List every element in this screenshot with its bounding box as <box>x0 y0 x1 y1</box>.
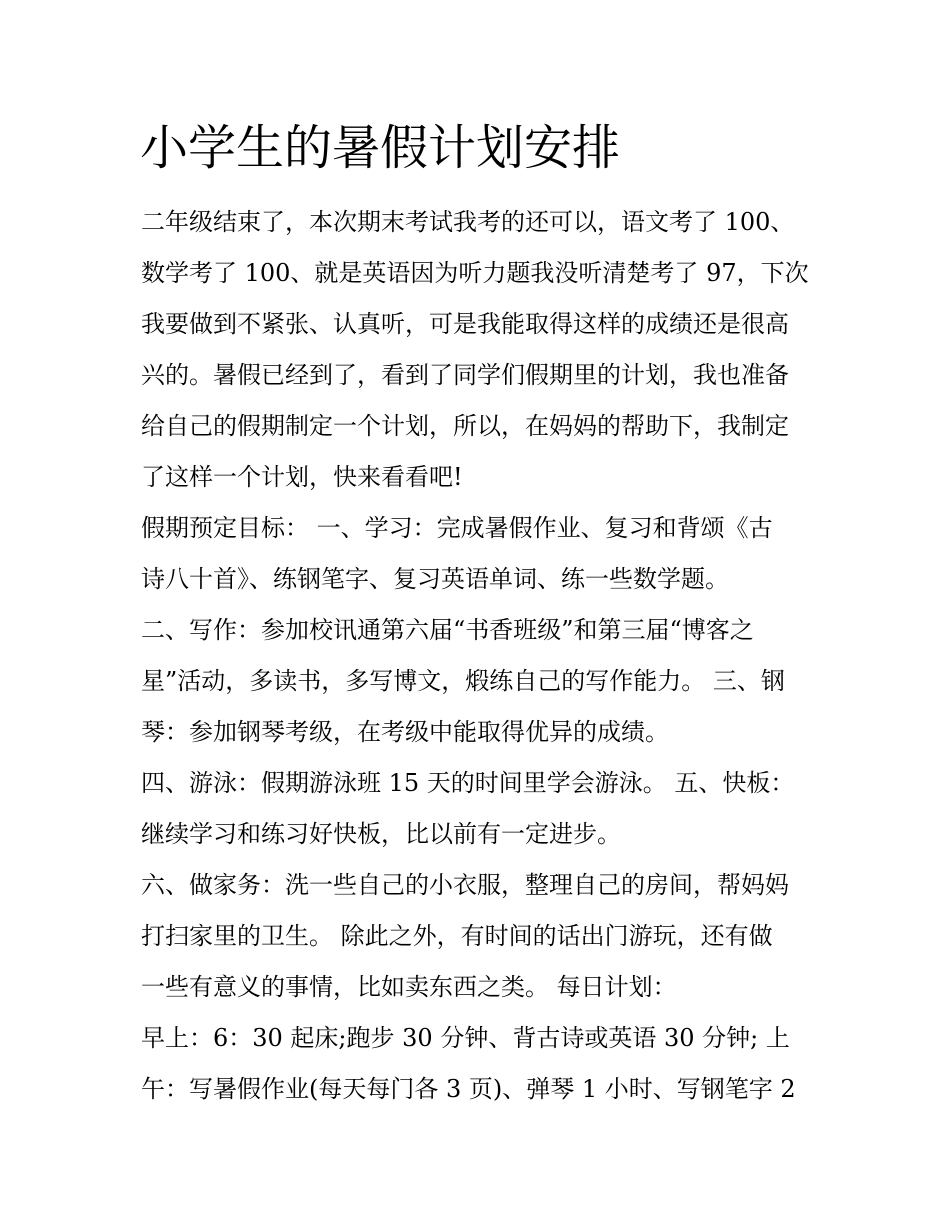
body-line: 早上：6：30 起床;跑步 30 分钟、背古诗或英语 30 分钟; 上 <box>141 1024 790 1052</box>
body-line: 数学考了 100、就是英语因为听力题我没听清楚考了 97，下次 <box>141 259 809 287</box>
body-line: 了这样一个计划，快来看看吧! <box>141 463 463 491</box>
body-line: 二年级结束了，本次期末考试我考的还可以，语文考了 100、 <box>141 208 795 236</box>
body-line: 继续学习和练习好快板，比以前有一定进步。 <box>141 820 621 848</box>
body-line: 四、游泳：假期游泳班 15 天的时间里学会游泳。 五、快板： <box>141 769 795 797</box>
document-body <box>141 197 821 1115</box>
document-title: 小学生的暑假计划安排 <box>140 120 621 176</box>
body-line: 一些有意义的事情，比如卖东西之类。 每日计划： <box>141 973 677 1001</box>
body-line: 午：写暑假作业(每天每门各 3 页)、弹琴 1 小时、写钢笔字 2 <box>141 1075 796 1103</box>
body-line: 兴的。暑假已经到了，看到了同学们假期里的计划，我也准备 <box>141 361 789 389</box>
body-line: 诗八十首》、练钢笔字、复习英语单词、练一些数学题。 <box>141 565 729 593</box>
body-line: 我要做到不紧张、认真听，可是我能取得这样的成绩还是很高 <box>141 310 789 338</box>
body-line: 星”活动，多读书，多写博文，煅练自己的写作能力。 三、钢 <box>141 667 785 695</box>
body-line: 给自己的假期制定一个计划，所以，在妈妈的帮助下，我制定 <box>141 412 789 440</box>
body-line: 六、做家务：洗一些自己的小衣服，整理自己的房间，帮妈妈 <box>141 871 789 899</box>
body-line: 打扫家里的卫生。 除此之外，有时间的话出门游玩，还有做 <box>141 922 773 950</box>
body-line: 二、写作：参加校讯通第六届“书香班级”和第三届“博客之 <box>141 616 754 644</box>
body-line: 假期预定目标： 一、学习：完成暑假作业、复习和背颂《古 <box>141 514 773 542</box>
body-line: 琴：参加钢琴考级，在考级中能取得优异的成绩。 <box>141 718 669 746</box>
